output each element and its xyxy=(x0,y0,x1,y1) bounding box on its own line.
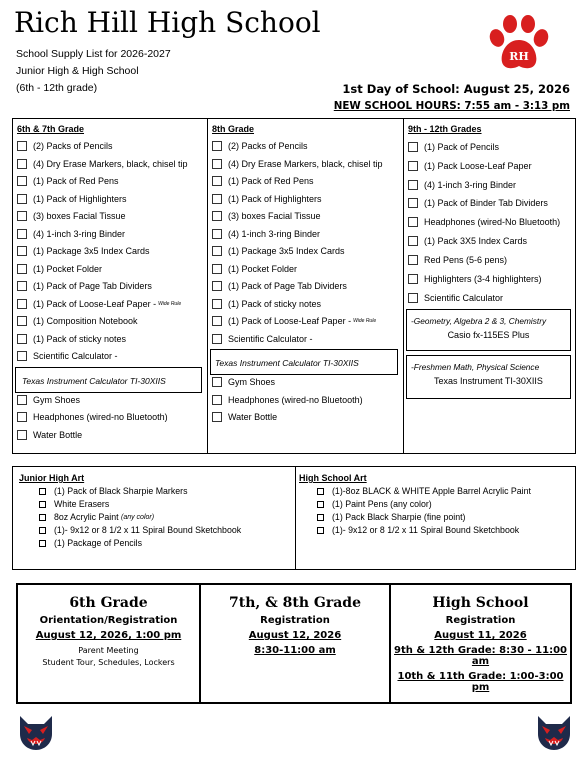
list-item[interactable]: (1) Package 3x5 Index Cards xyxy=(17,246,150,256)
registration-note: Parent Meeting xyxy=(78,646,139,655)
junior-high-art xyxy=(13,467,296,569)
school-name: Rich Hill High School xyxy=(14,6,321,39)
list-item[interactable]: (4) 1-inch 3-ring Binder xyxy=(408,180,516,190)
registration-type: Registration xyxy=(445,615,516,626)
checkbox-icon[interactable] xyxy=(408,180,418,190)
bullet-icon xyxy=(317,501,324,508)
registration-title: High School xyxy=(432,595,529,611)
checkbox-icon[interactable] xyxy=(17,412,27,422)
levels: Junior High & High School xyxy=(16,65,139,77)
checkbox-icon[interactable] xyxy=(408,217,418,227)
list-item[interactable]: (3) boxes Facial Tissue xyxy=(212,211,321,221)
registration-time: 8:30-11:00 am xyxy=(254,645,336,656)
list-item[interactable]: (1) Pack of Loose-Leaf Paper - Wide Rule xyxy=(212,316,376,326)
column-8th xyxy=(208,119,404,453)
checkbox-icon[interactable] xyxy=(17,299,27,309)
checkbox-icon[interactable] xyxy=(408,255,418,265)
checkbox-icon[interactable] xyxy=(408,236,418,246)
list-item[interactable]: (1) Pack of sticky notes xyxy=(17,334,126,344)
list-item[interactable]: (1) Pack of Red Pens xyxy=(212,176,314,186)
bullet-icon xyxy=(39,540,46,547)
list-item[interactable]: Scientific Calculator - xyxy=(212,334,313,344)
checkbox-icon[interactable] xyxy=(212,141,222,151)
registration-date: August 11, 2026 xyxy=(434,630,527,641)
list-item[interactable]: (4) Dry Erase Markers, black, chisel tip xyxy=(212,159,383,169)
wide-rule-note: Wide Rule xyxy=(158,301,182,307)
bullet-icon xyxy=(317,527,324,534)
list-item: (1) Paint Pens (any color) xyxy=(317,499,432,509)
calculator-model: Casio fx-115ES Plus xyxy=(447,330,530,340)
list-item[interactable]: (1) Pack of Binder Tab Dividers xyxy=(408,198,548,208)
registration-title: 7th, & 8th Grade xyxy=(228,595,361,611)
calculator-model: Texas Instrument TI-30XIIS xyxy=(434,376,543,386)
checkbox-icon[interactable] xyxy=(212,316,222,326)
checkbox-icon[interactable] xyxy=(212,194,222,204)
checkbox-icon[interactable] xyxy=(212,176,222,186)
supply-list xyxy=(12,118,576,454)
checkbox-icon[interactable] xyxy=(408,274,418,284)
list-item[interactable]: (1) Pack Loose-Leaf Paper xyxy=(408,161,532,171)
checkbox-icon[interactable] xyxy=(212,412,222,422)
list-item[interactable]: (1) Pack of Loose-Leaf Paper - Wide Rule xyxy=(17,299,181,309)
list-item[interactable]: (1) Pack of Page Tab Dividers xyxy=(212,281,347,291)
list-item[interactable]: (1) Package 3x5 Index Cards xyxy=(212,246,345,256)
checkbox-icon[interactable] xyxy=(212,211,222,221)
checkbox-icon[interactable] xyxy=(212,281,222,291)
checkbox-icon[interactable] xyxy=(212,229,222,239)
logo-text: RH xyxy=(509,50,529,63)
checkbox-icon[interactable] xyxy=(212,246,222,256)
list-item[interactable]: (2) Packs of Pencils xyxy=(212,141,308,151)
column-heading: 8th Grade xyxy=(212,124,255,134)
registration-time: 9th & 12th Grade: 8:30 - 11:00 am xyxy=(394,645,567,667)
list-item[interactable]: (2) Packs of Pencils xyxy=(17,141,113,151)
registration-date: August 12, 2026, 1:00 pm xyxy=(35,630,182,641)
list-item[interactable]: (1) Pack of Highlighters xyxy=(17,194,127,204)
column-9th-12th xyxy=(404,119,575,453)
checkbox-icon[interactable] xyxy=(17,334,27,344)
list-item[interactable]: (1) Composition Notebook xyxy=(17,316,138,326)
bullet-icon xyxy=(39,488,46,495)
list-item[interactable]: (1) Pack of Page Tab Dividers xyxy=(17,281,152,291)
list-item[interactable]: Red Pens (5-6 pens) xyxy=(408,255,507,265)
list-item: (1) Pack of Black Sharpie Markers xyxy=(39,486,187,496)
list-item[interactable]: Headphones (wired-no Bluetooth) xyxy=(17,412,168,422)
list-item[interactable]: Headphones (wired-No Bluetooth) xyxy=(408,217,560,227)
calculator-note: Texas Instrument Calculator TI-30XIIS xyxy=(15,367,202,393)
list-item[interactable]: Highlighters (3-4 highlighters) xyxy=(408,274,542,284)
list-item: (1)- 9x12 or 8 1/2 x 11 Spiral Bound Sketchbook xyxy=(39,525,241,535)
calculator-note: Texas Instrument Calculator TI-30XIIS xyxy=(210,349,398,375)
list-item[interactable]: (1) Pocket Folder xyxy=(17,264,102,274)
list-item[interactable]: (4) 1-inch 3-ring Binder xyxy=(17,229,125,239)
bullet-icon xyxy=(39,527,46,534)
column-heading: 6th & 7th Grade xyxy=(17,124,85,134)
checkbox-icon[interactable] xyxy=(17,141,27,151)
list-item: White Erasers xyxy=(39,499,109,509)
registration-title: 6th Grade xyxy=(69,595,148,611)
checkbox-icon[interactable] xyxy=(212,377,222,387)
checkbox-icon[interactable] xyxy=(212,264,222,274)
new-school-hours: NEW SCHOOL HOURS: 7:55 am - 3:13 pm xyxy=(333,100,570,112)
list-item[interactable]: Water Bottle xyxy=(212,412,277,422)
list-item[interactable]: Water Bottle xyxy=(17,430,82,440)
list-item[interactable]: Gym Shoes xyxy=(212,377,275,387)
checkbox-icon[interactable] xyxy=(17,281,27,291)
bullet-icon xyxy=(317,514,324,521)
column-heading: 9th - 12th Grades xyxy=(408,124,482,134)
registration-6th xyxy=(18,585,201,702)
list-item: 8oz Acrylic Paint (any color) xyxy=(39,512,154,522)
paint-note: (any color) xyxy=(121,513,155,521)
checkbox-icon[interactable] xyxy=(408,161,418,171)
checkbox-icon[interactable] xyxy=(17,430,27,440)
list-item[interactable]: (1) Pocket Folder xyxy=(212,264,297,274)
list-item[interactable]: (1) Pack 3X5 Index Cards xyxy=(408,236,527,246)
calculator-course-list: -Freshmen Math, Physical Science xyxy=(411,362,540,372)
registration-time: 10th & 11th Grade: 1:00-3:00 pm xyxy=(397,671,564,693)
list-item: (1)-8oz BLACK & WHITE Apple Barrel Acrylic Paint xyxy=(317,486,531,496)
checkbox-icon[interactable] xyxy=(212,159,222,169)
list-item: (1)- 9x12 or 8 1/2 x 11 Spiral Bound Sketchbook xyxy=(317,525,519,535)
column-6th-7th xyxy=(13,119,208,453)
registration-info xyxy=(16,583,572,704)
list-item: (1) Package of Pencils xyxy=(39,538,142,548)
grades: (6th - 12th grade) xyxy=(16,82,98,94)
calculator-box-freshmen xyxy=(406,355,571,399)
checkbox-icon[interactable] xyxy=(17,176,27,186)
checkbox-icon[interactable] xyxy=(17,159,27,169)
art-heading: Junior High Art xyxy=(19,473,85,483)
registration-type: Registration xyxy=(260,615,330,626)
list-item[interactable]: (3) boxes Facial Tissue xyxy=(17,211,126,221)
paw-logo-icon xyxy=(488,14,550,74)
checkbox-icon[interactable] xyxy=(17,395,27,405)
bullet-icon xyxy=(39,501,46,508)
wildcat-mascot-icon xyxy=(534,712,574,752)
high-school-art xyxy=(295,467,575,569)
checkbox-icon[interactable] xyxy=(17,316,27,326)
list-item[interactable]: (1) Pack of Red Pens xyxy=(17,176,119,186)
list-item[interactable]: Gym Shoes xyxy=(17,395,80,405)
checkbox-icon[interactable] xyxy=(17,211,27,221)
checkbox-icon[interactable] xyxy=(212,299,222,309)
art-supplies xyxy=(12,466,576,570)
calculator-box-advanced xyxy=(406,309,571,351)
checkbox-icon[interactable] xyxy=(17,351,27,361)
wide-rule-note: Wide Rule xyxy=(353,318,377,324)
checkbox-icon[interactable] xyxy=(17,246,27,256)
checkbox-icon[interactable] xyxy=(408,142,418,152)
registration-note: Student Tour, Schedules, Lockers xyxy=(42,658,175,667)
checkbox-icon[interactable] xyxy=(17,229,27,239)
calculator-course-list: -Geometry, Algebra 2 & 3, Chemistry xyxy=(411,316,547,326)
first-day: 1st Day of School: August 25, 2026 xyxy=(342,82,570,96)
wildcat-mascot-icon xyxy=(16,712,56,752)
registration-7th-8th xyxy=(201,585,391,702)
list-item[interactable]: Scientific Calculator xyxy=(408,293,503,303)
list-item[interactable]: (1) Pack of Pencils xyxy=(408,142,499,152)
list-item[interactable]: Headphones (wired-no Bluetooth) xyxy=(212,395,363,405)
registration-type: Orientation/Registration xyxy=(39,615,178,626)
checkbox-icon[interactable] xyxy=(17,194,27,204)
list-item[interactable]: (1) Pack of Highlighters xyxy=(212,194,322,204)
checkbox-icon[interactable] xyxy=(408,293,418,303)
checkbox-icon[interactable] xyxy=(408,198,418,208)
list-title: School Supply List for 2026-2027 xyxy=(16,48,171,60)
list-item: (1) Pack Black Sharpie (fine point) xyxy=(317,512,465,522)
list-item[interactable]: (4) Dry Erase Markers, black, chisel tip xyxy=(17,159,188,169)
bullet-icon xyxy=(39,514,46,521)
art-heading: High School Art xyxy=(299,473,367,483)
checkbox-icon[interactable] xyxy=(17,264,27,274)
list-item[interactable]: (1) Pack of sticky notes xyxy=(212,299,321,309)
registration-date: August 12, 2026 xyxy=(248,630,342,641)
checkbox-icon[interactable] xyxy=(212,334,222,344)
bullet-icon xyxy=(317,488,324,495)
list-item[interactable]: (4) 1-inch 3-ring Binder xyxy=(212,229,320,239)
checkbox-icon[interactable] xyxy=(212,395,222,405)
list-item[interactable]: Scientific Calculator - xyxy=(17,351,118,361)
registration-high-school xyxy=(391,585,570,702)
